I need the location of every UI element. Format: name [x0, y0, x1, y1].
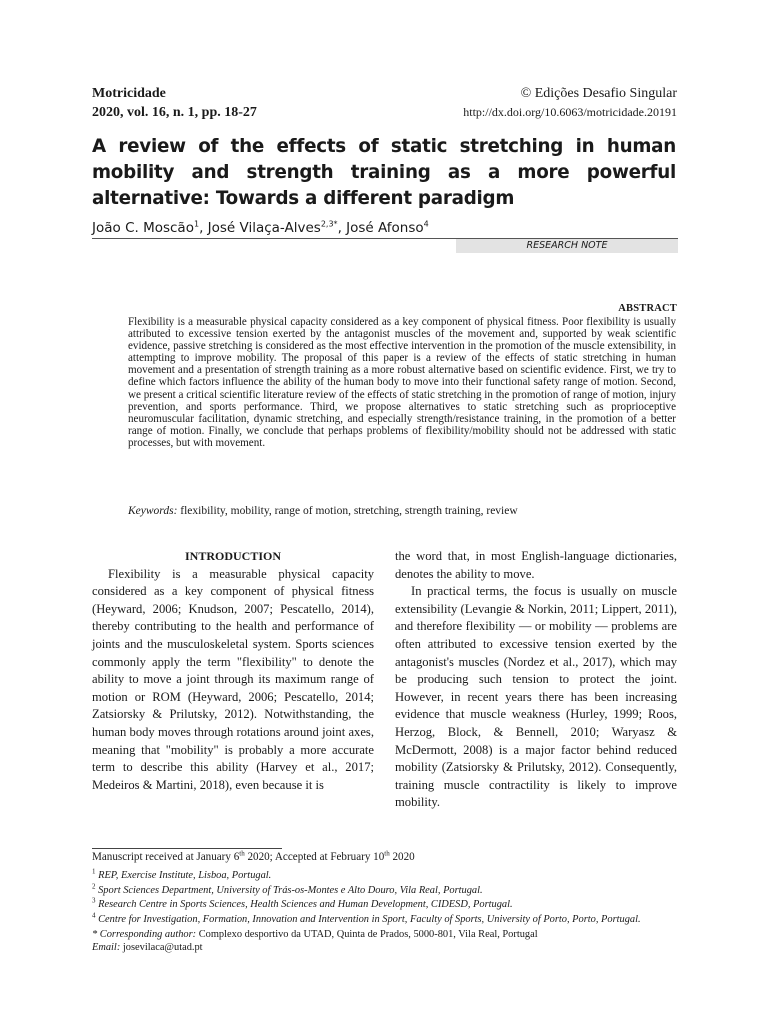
email-address[interactable]: josevilaca@utad.pt [122, 941, 203, 953]
affiliation-footnote [92, 911, 678, 927]
author-separator: , [337, 220, 347, 236]
ordinal-suffix: th [384, 849, 390, 858]
author-affiliation: 4 [423, 219, 429, 229]
publisher-header [463, 84, 677, 122]
footnote-text: Research Centre in Sports Sciences, Health Sciences and Human Development, CIDESD, Portugal. [98, 899, 513, 911]
footnote-number: 1 [92, 867, 96, 876]
author-list [92, 219, 429, 237]
section-heading: INTRODUCTION [184, 549, 281, 563]
ordinal-suffix: th [239, 849, 245, 858]
year-text: 2020 [389, 851, 415, 863]
corresponding-label: * Corresponding author: [92, 928, 197, 940]
footnote-number: 2 [92, 882, 96, 891]
body-paragraph: Flexibility is a measurable physical capacity considered as a key component of physical fitness (Heyward, 2006; Knudson, 2007; Pescatello, 2014), thereby contributing to the health and performance of joints and the musculoskeletal system. Sports sciences commonly apply the term "flexibility" to denote the ability to move a joint through its maximum range of motion or ROM (Heyward, 2006; Pescatello, 2014; Zatsiorsky & Prilutsky, 2012). Notwithstanding, the human body moves through rotations around joint axes, meaning that "mobility" is probably a more accurate term to describe this ability (Harvey et al., 2017; Medeiros & Martini, 2018), even because it is [92, 566, 374, 792]
abstract-heading: ABSTRACT [618, 303, 677, 314]
accepted-text: 2020; Accepted at February 10 [244, 851, 385, 863]
journal-header [92, 84, 257, 122]
footnotes [92, 867, 678, 954]
body-paragraph: In practical terms, the focus is usually on muscle extensibility (Levangie & Norkin, 2011; Lippert, 2011), and therefore flexibility — or mobility — problems are often attributed to excessive tension exerted by the antagonist's muscles (Nordez et al., 2017), which may be producing such tension to protect the joint. However, in recent years there has been increasing evidence that muscle weakness (Hurley, 1999; Roos, Herzog, Block, & Bennell, 2010; Waryasz & McDermott, 2008) is a major factor behind reduced mobility (Zatsiorsky & Prilutsky, 2012). Consequently, training muscle contractility is likely to improve mobility. [395, 584, 677, 810]
keywords-label: Keywords: [128, 505, 178, 517]
corresponding-author [92, 929, 678, 942]
keywords [128, 505, 518, 517]
footnote-text: Centre for Investigation, Formation, Innovation and Intervention in Sport, Faculty of Sports, University of Porto, Porto, Portugal. [98, 914, 641, 926]
footnote-text: Sport Sciences Department, University of Trás-os-Montes e Alto Douro, Vila Real, Portugal. [98, 884, 483, 896]
author-name: José Afonso [346, 220, 424, 236]
corresponding-address: Complexo desportivo da UTAD, Quinta de Prados, 5000-801, Vila Real, Portugal [198, 928, 538, 940]
body-column-left [92, 548, 374, 794]
email-label: Email: [92, 941, 121, 953]
affiliation-footnote [92, 882, 678, 898]
article-type-badge: RESEARCH NOTE [456, 239, 678, 253]
abstract-text: Flexibility is a measurable physical capacity considered as a key component of physical fitness. Poor flexibility is usually attributed to excessive tension exerted by the antagonist muscles of the movement and, supported by weak scientific evidence, passive stretching is considered as the most effective intervention in the promotion of the muscle extensibility, in attempting to improve mobility. The proposal of this paper is a review of the effects of static stretching in human movement and a presentation of strength training as a more robust alternative based on scientific evidence. First, we try to define which factors influence the ability of the human body to move into their functional safety range of motion. Second, we present a critical scientific literature review of the effects of static stretching in the promotion of range of motion, injury prevention, and sports performance. Third, we propose alternatives to static stretching such as proprioceptive neuromuscular facilitation, dynamic stretching, and especially strength/resistance training, in the promotion of a better range of motion. Finally, we conclude that perhaps problems of flexibility/mobility should not be addressed with static processes, but with movement. [128, 316, 676, 449]
footnote-number: 4 [92, 911, 96, 920]
corresponding-email [92, 942, 678, 955]
body-column-right [395, 548, 677, 812]
footnote-text: REP, Exercise Institute, Lisboa, Portugal. [98, 870, 272, 881]
article-title: A review of the effects of static stretching in human mobility and strength training as a more powerful alternative: Towards a different paradigm [92, 136, 676, 209]
author-affiliation: 1 [193, 219, 200, 229]
journal-name: Motricidade [92, 86, 166, 101]
affiliation-footnote [92, 896, 678, 912]
doi-link[interactable]: http://dx.doi.org/10.6063/motricidade.20191 [463, 105, 677, 119]
author-affiliation: 2,3* [320, 219, 338, 229]
publisher-name: © Edições Desafio Singular [520, 86, 677, 101]
body-paragraph: the word that, in most English-language dictionaries, denotes the ability to move. [395, 549, 677, 581]
author-separator: , [199, 220, 208, 236]
author-name: João C. Moscão [92, 220, 194, 236]
received-text: Manuscript received at January 6 [92, 851, 240, 863]
author-name: José Vilaça-Alves [207, 220, 321, 236]
manuscript-dates [92, 851, 415, 864]
journal-citation: 2020, vol. 16, n. 1, pp. 18-27 [92, 105, 257, 120]
keywords-list: flexibility, mobility, range of motion, stretching, strength training, review [180, 505, 518, 517]
affiliation-footnote [92, 867, 678, 883]
footnote-divider [92, 848, 282, 849]
footnote-number: 3 [92, 896, 96, 905]
